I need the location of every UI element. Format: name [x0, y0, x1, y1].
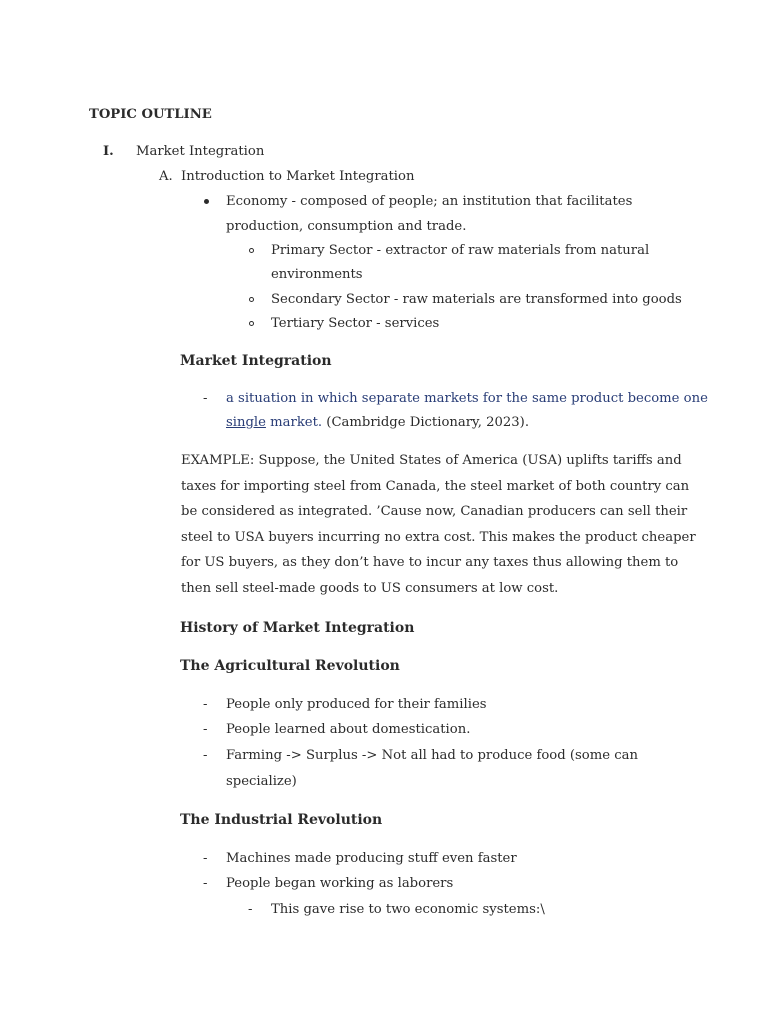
dash-bullet: -	[248, 902, 253, 917]
example-line5: for US buyers, as they don’t have to incur any taxes thus allowing them to	[181, 555, 679, 570]
example-line1: EXAMPLE: Suppose, the United States of America (USA) uplifts tariffs and	[181, 453, 682, 468]
example-line4: steel to USA buyers incurring no extra cost. This makes the product cheaper	[181, 530, 696, 545]
roman-numeral: I.	[103, 144, 114, 159]
sector-secondary: Secondary Sector - raw materials are transformed into goods	[271, 292, 682, 307]
industrial-revolution-heading: The Industrial Revolution	[180, 812, 383, 828]
industrial-item: Machines made producing stuff even faster	[226, 851, 517, 866]
bullet-dot-icon	[204, 199, 209, 204]
dash-bullet: -	[203, 722, 208, 737]
agri-item: People only produced for their families	[226, 697, 487, 712]
sector-primary-line1: Primary Sector - extractor of raw materials from natural	[271, 243, 650, 258]
example-line2: taxes for importing steel from Canada, the steel market of both country can	[181, 479, 690, 494]
definition-link-single[interactable]: single	[226, 415, 266, 430]
dash-bullet: -	[203, 851, 208, 866]
section-title: Market Integration	[136, 144, 265, 159]
definition-line2	[226, 414, 529, 432]
example-line6: then sell steel-made goods to US consumers at low cost.	[181, 581, 559, 596]
definition-citation: (Cambridge Dictionary, 2023).	[322, 415, 530, 430]
history-heading: History of Market Integration	[180, 620, 415, 636]
dash-bullet: -	[203, 748, 208, 763]
sector-tertiary: Tertiary Sector - services	[271, 316, 440, 331]
dash-bullet: -	[203, 391, 208, 406]
bullet-circle-icon	[249, 321, 254, 326]
industrial-item: People began working as laborers	[226, 876, 454, 891]
dash-bullet: -	[203, 876, 208, 891]
industrial-sub-item: This gave rise to two economic systems:\	[271, 902, 545, 917]
sub-letter: A.	[159, 169, 173, 184]
bullet-circle-icon	[249, 297, 254, 302]
definition-market: market.	[265, 415, 323, 430]
agri-item: Farming -> Surplus -> Not all had to produce food (some can	[226, 748, 638, 763]
agri-item-continued: specialize)	[226, 774, 297, 789]
dash-bullet: -	[203, 697, 208, 712]
sector-primary-line2: environments	[271, 267, 363, 282]
agricultural-revolution-heading: The Agricultural Revolution	[180, 658, 400, 674]
market-integration-heading: Market Integration	[180, 353, 332, 369]
definition-line1: a situation in which separate markets for the same product become one	[226, 391, 708, 406]
example-line3: be considered as integrated. ’Cause now, Canadian producers can sell their	[181, 504, 688, 519]
agri-item: People learned about domestication.	[226, 722, 471, 737]
topic-outline-heading: TOPIC OUTLINE	[89, 107, 212, 122]
economy-text-line2: production, consumption and trade.	[226, 219, 467, 234]
sub-title: Introduction to Market Integration	[181, 169, 415, 184]
economy-text-line1: Economy - composed of people; an institution that facilitates	[226, 194, 633, 209]
bullet-circle-icon	[249, 248, 254, 253]
